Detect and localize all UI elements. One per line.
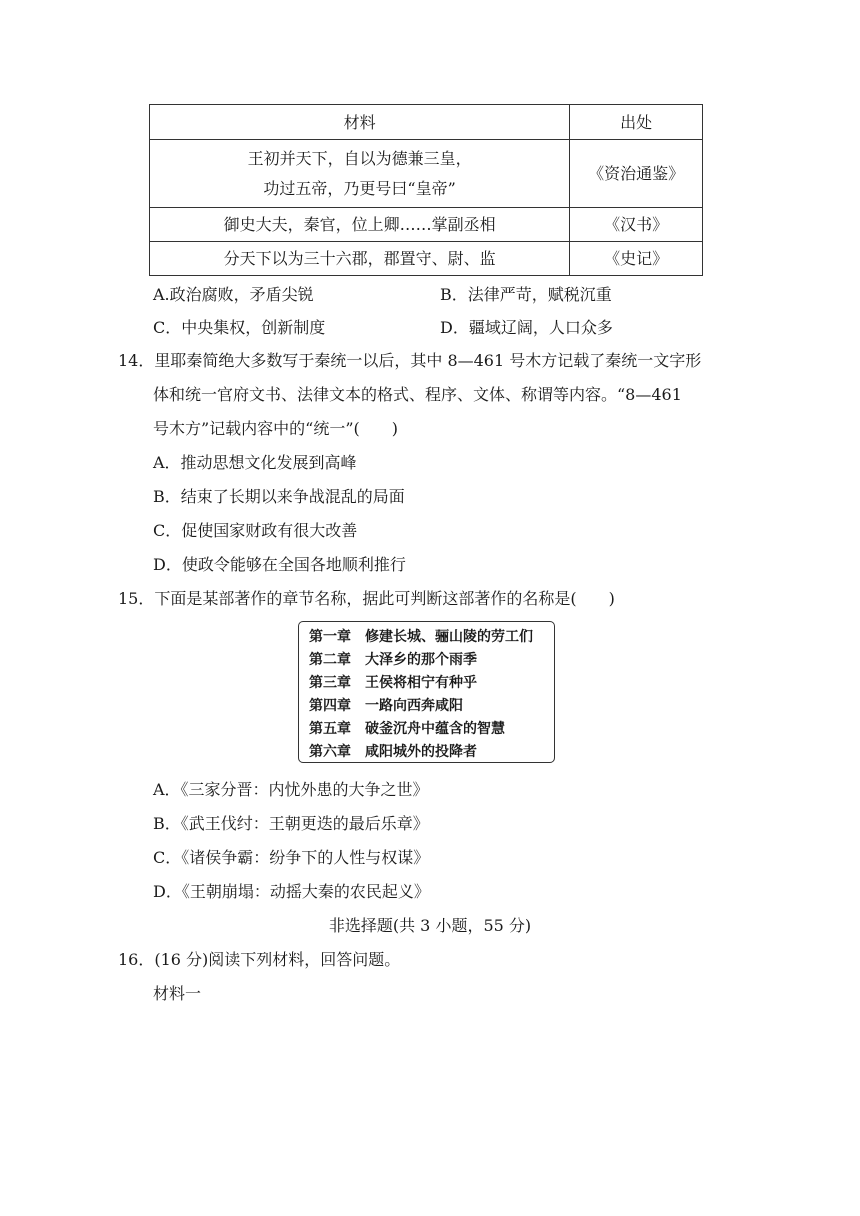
table-cell-material: 御史大夫，秦官，位上卿……掌副丞相: [150, 208, 570, 242]
q14-option-b: B．结束了长期以来争战混乱的局面: [153, 487, 405, 506]
q16-material-label: 材料一: [153, 984, 202, 1003]
q13-option-a: A.政治腐败，矛盾尖锐: [153, 285, 314, 304]
q14-stem-line: 体和统一官府文书、法律文本的格式、程序、文体、称谓等内容。“8—461: [153, 385, 682, 404]
chapter-item: 第二章 大泽乡的那个雨季: [309, 652, 477, 668]
section-title: 非选择题(共 3 小题，55 分): [328, 916, 532, 935]
chapter-item: 第四章 一路向西奔咸阳: [309, 698, 463, 714]
q13-option-b: B．法律严苛，赋税沉重: [440, 285, 612, 304]
q15-stem: 15．下面是某部著作的章节名称，据此可判断这部著作的名称是( ): [118, 589, 615, 608]
table-cell-material: 分天下以为三十六郡，郡置守、尉、监: [150, 242, 570, 276]
table-cell-material: [150, 140, 570, 208]
q13-option-c: C．中央集权，创新制度: [153, 318, 326, 337]
table-cell-source: 《资治通鉴》: [570, 140, 703, 208]
table-cell-source: 《史记》: [570, 242, 703, 276]
chapter-item: 第六章 咸阳城外的投降者: [309, 744, 477, 760]
q15-option-a: A．《三家分晋：内忧外患的大争之世》: [153, 780, 429, 799]
q14-stem-line: 14．里耶秦简绝大多数写于秦统一以后，其中 8—461 号木方记载了秦统一文字形: [118, 351, 702, 370]
q14-option-c: C．促使国家财政有很大改善: [153, 521, 358, 540]
chapter-item: 第五章 破釜沉舟中蕴含的智慧: [309, 721, 505, 737]
table-cell-source: 《汉书》: [570, 208, 703, 242]
table-header-source: 出处: [570, 105, 703, 140]
material-line: 王初并天下，自以为德兼三皇，: [247, 148, 472, 168]
source-table: [149, 104, 703, 276]
q15-option-c: C．《诸侯争霸：纷争下的人性与权谋》: [153, 848, 430, 867]
q13-option-d: D．疆域辽阔，人口众多: [440, 318, 613, 337]
q14-stem-line: 号木方”记载内容中的“统一”( ): [153, 419, 399, 438]
q15-option-d: D．《王朝崩塌：动摇大秦的农民起义》: [153, 882, 430, 901]
chapter-item: 第三章 王侯将相宁有种乎: [309, 675, 477, 691]
table-row: [150, 242, 703, 276]
chapter-list-box: [298, 621, 555, 763]
q16-stem: 16．(16 分)阅读下列材料，回答问题。: [118, 950, 401, 969]
table-row: [150, 208, 703, 242]
q15-option-b: B．《武王伐纣：王朝更迭的最后乐章》: [153, 814, 429, 833]
q14-option-a: A．推动思想文化发展到高峰: [153, 453, 357, 472]
q14-option-d: D．使政令能够在全国各地顺利推行: [153, 555, 406, 574]
table-header-material: 材料: [150, 105, 570, 140]
table-header-row: [150, 105, 703, 140]
chapter-item: 第一章 修建长城、骊山陵的劳工们: [309, 629, 533, 645]
table-row: [150, 140, 703, 208]
material-line: 功过五帝，乃更号曰“皇帝”: [263, 178, 456, 198]
